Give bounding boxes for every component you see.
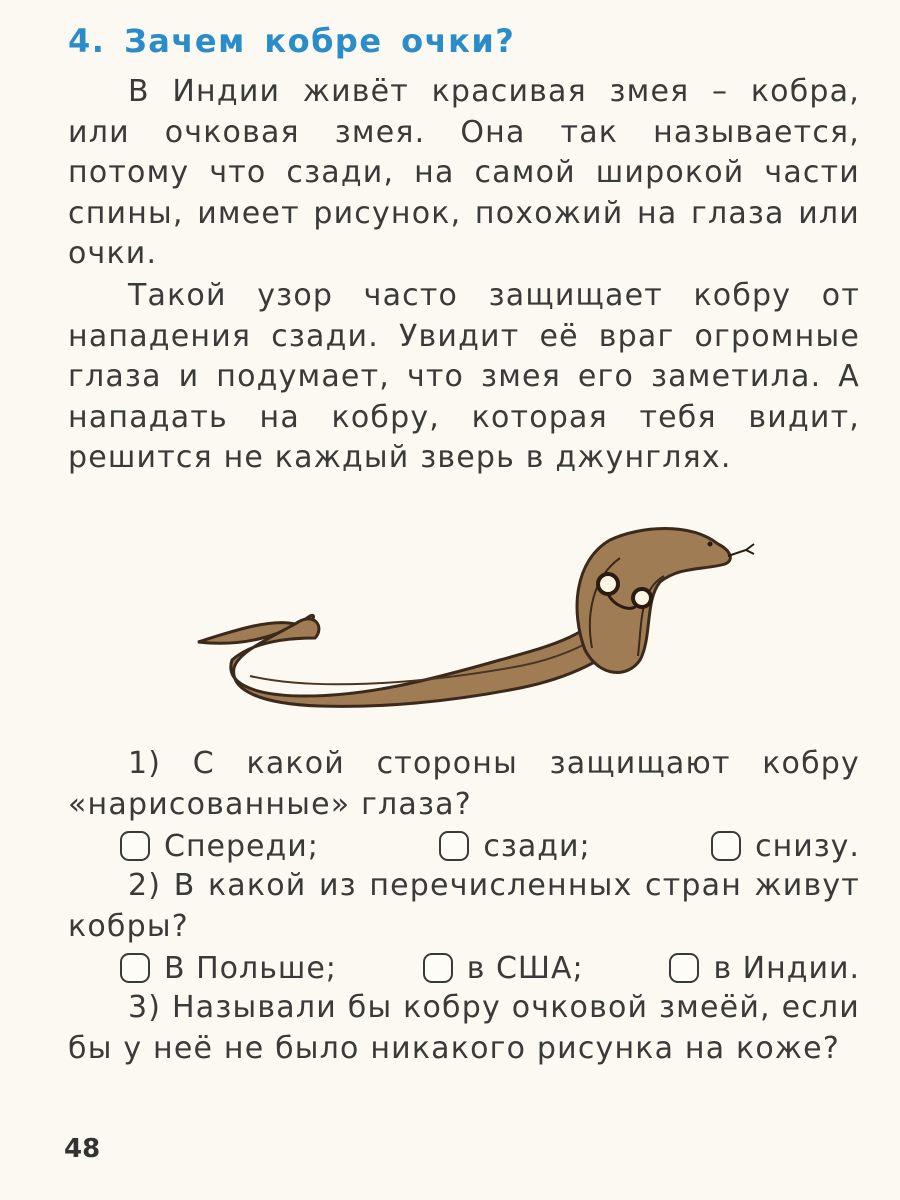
cobra-illustration-icon [190,520,760,710]
option-label: снизу. [755,828,860,864]
page-title: 4. Зачем кобре очки? [68,22,516,60]
question-1-options [120,825,860,867]
question-1: 1) С какой стороны защищают кобру «нарисованные» глаза? [68,746,860,822]
checkbox[interactable] [669,953,699,983]
paragraph-2: Такой узор часто защищает кобру от нападения сзади. Увидит её враг огромные глаза и подумает, что змея его заметила. А нападать на кобру, которая тебя видит, решится не каждый зверь в джунглях. [68,278,860,475]
option-behind[interactable] [439,829,590,864]
question-2: 2) В какой из перечисленных стран живут кобры? [68,868,860,944]
option-label: в США; [466,950,584,986]
checkbox[interactable] [423,953,453,983]
option-front[interactable] [120,829,319,864]
option-label: Спереди; [164,828,319,864]
checkbox[interactable] [120,953,150,983]
option-label: в Индии. [713,950,860,986]
option-usa[interactable] [423,951,584,986]
option-poland[interactable] [120,951,337,986]
checkbox[interactable] [439,831,469,861]
paragraph-1: В Индии живёт красивая змея – кобра, или очковая змея. Она так называется, потому что сзади, на самой широкой части спины, имеет рисунок, похожий на глаза или очки. [68,74,860,271]
option-below[interactable] [711,829,860,864]
option-india[interactable] [669,951,860,986]
question-2-options [120,947,860,989]
checkbox[interactable] [711,831,741,861]
checkbox[interactable] [120,831,150,861]
option-label: В Польше; [164,950,337,986]
option-label: сзади; [483,828,591,864]
page-number: 48 [64,1134,101,1164]
question-3: 3) Называли бы кобру очковой змеёй, если бы у неё не было никакого рисунка на коже? [68,990,860,1066]
